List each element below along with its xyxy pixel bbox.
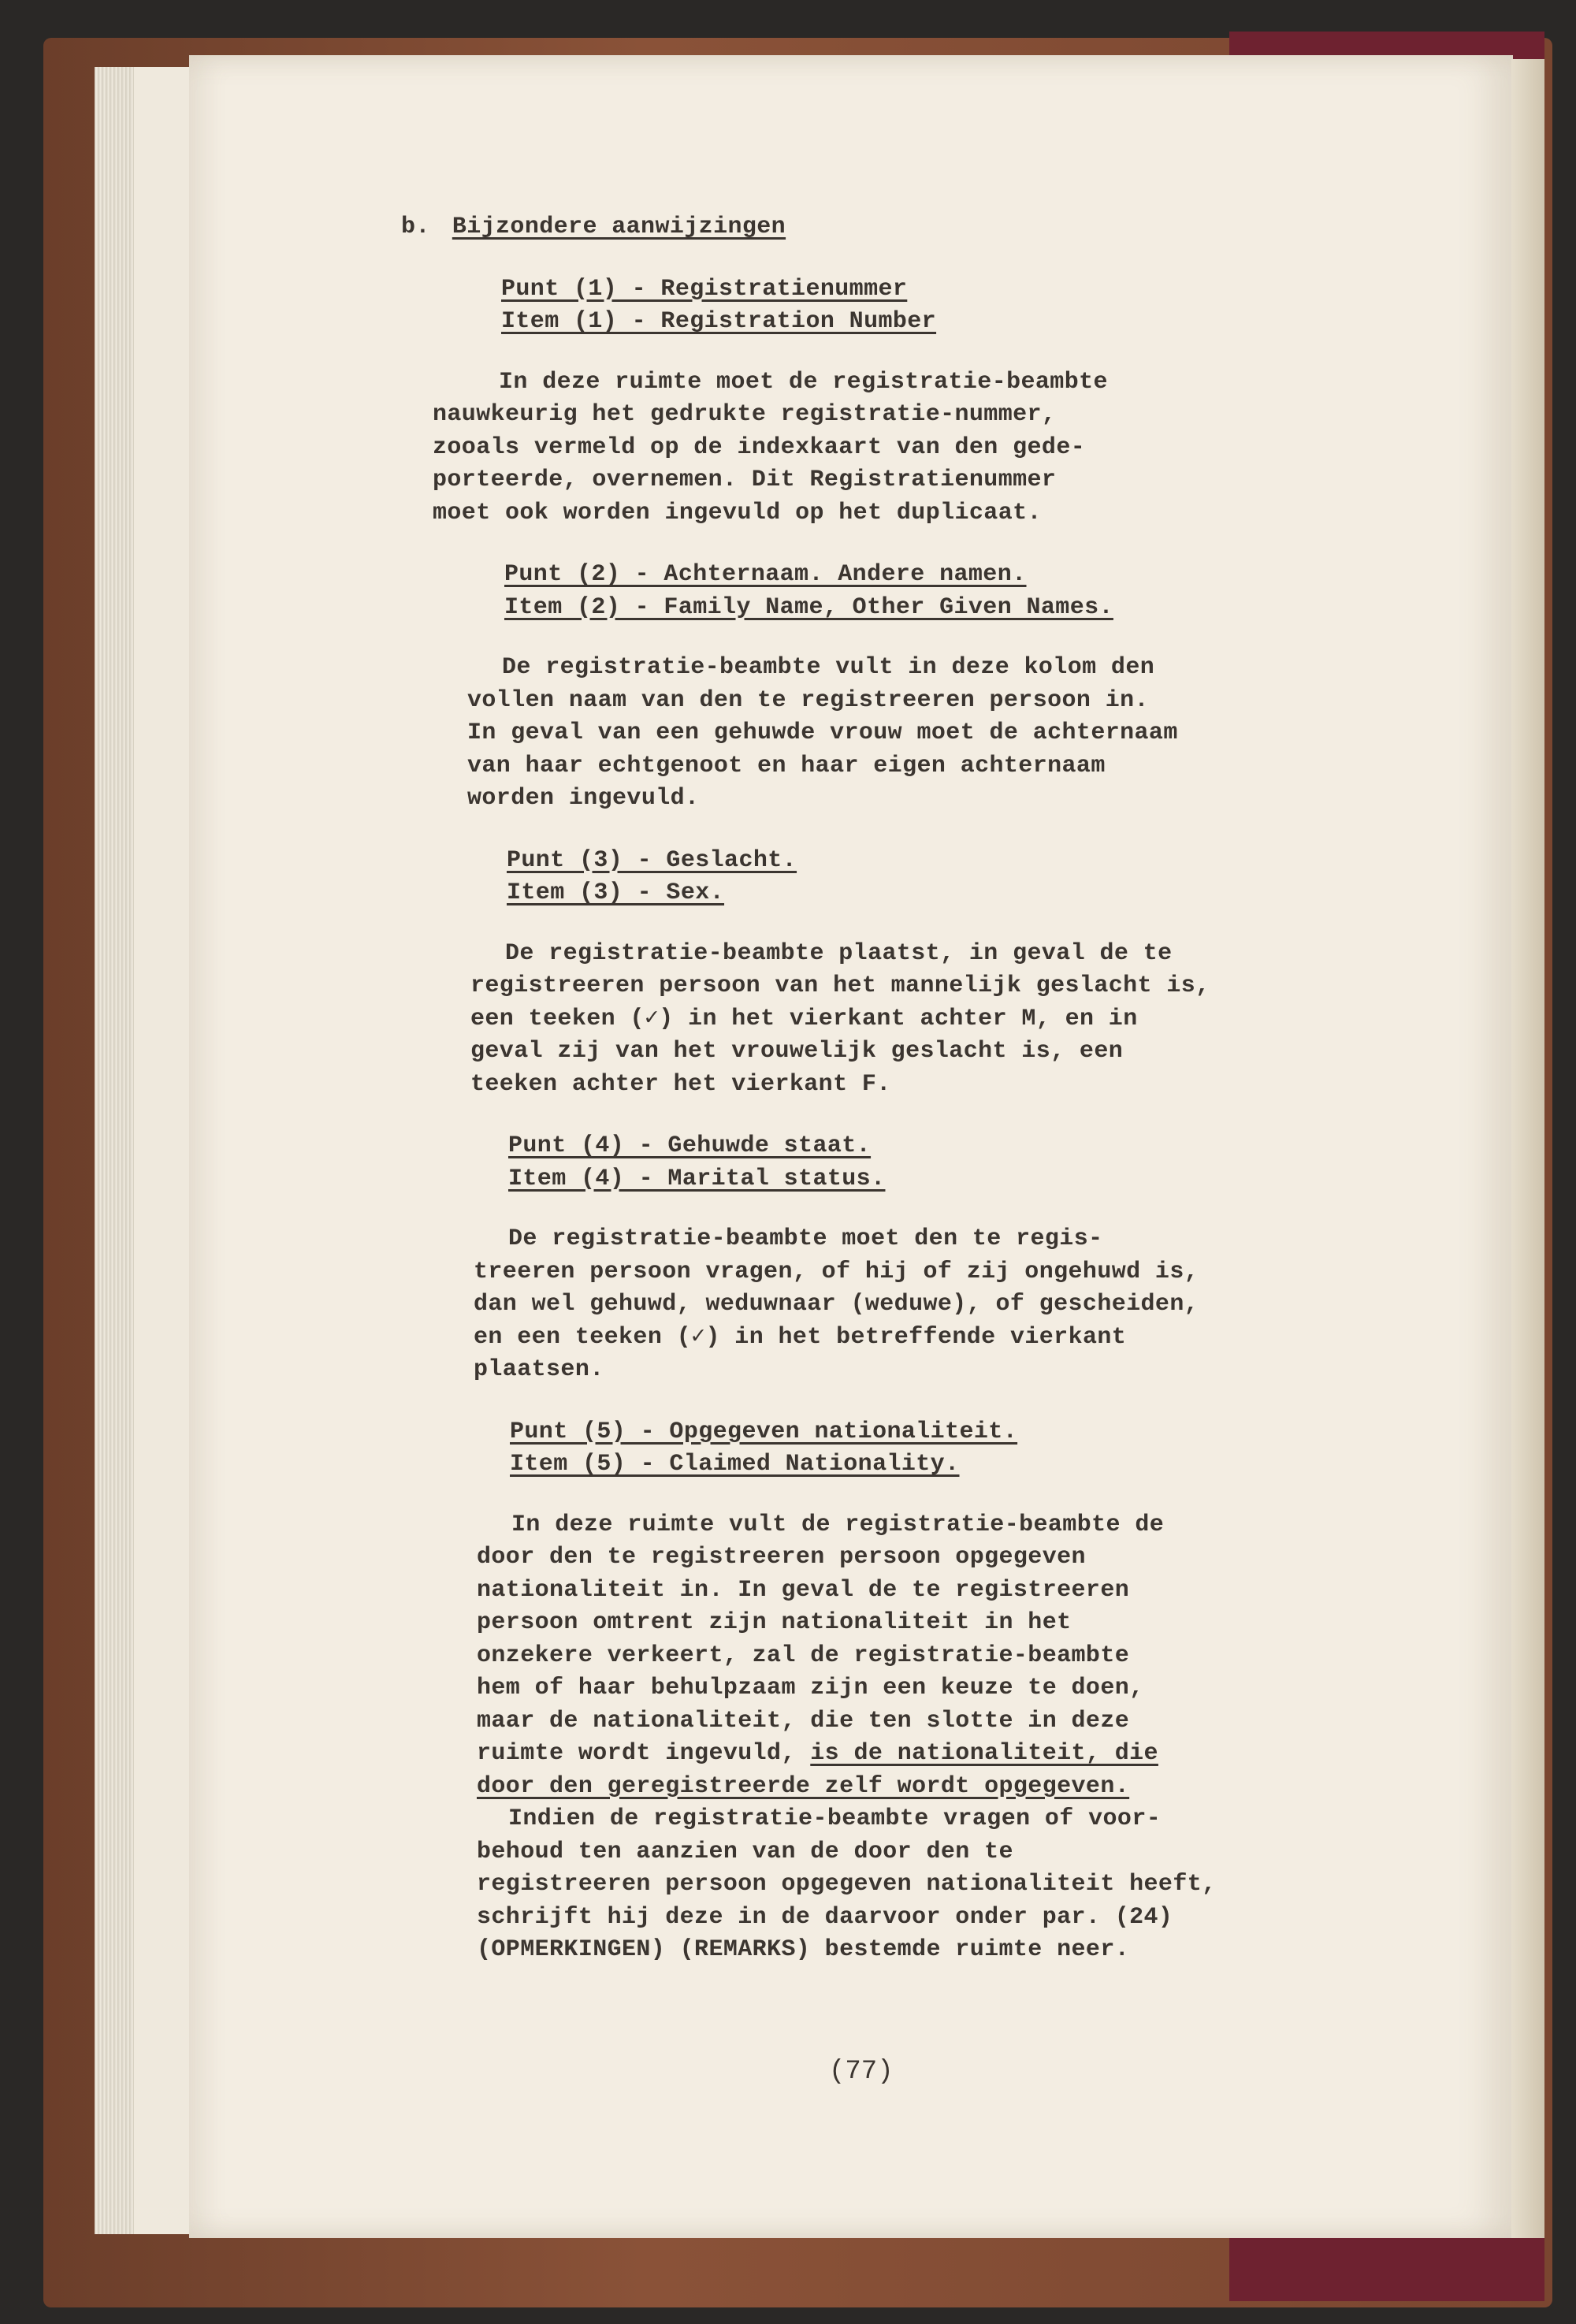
section-heading	[401, 211, 1331, 244]
page-number: (77)	[829, 2057, 894, 2087]
paragraph-line	[477, 1738, 1331, 1771]
item-5-heading-en: Item (5) - Claimed Nationality.	[510, 1451, 960, 1478]
paragraph-line: porteerde, overnemen. Dit Registratienummer	[433, 467, 1057, 493]
paragraph-line: geval zij van het vrouwelijk geslacht is, een	[470, 1038, 1124, 1065]
paragraph-line: een teeken (✓) in het vierkant achter M, en in	[470, 1005, 1138, 1032]
paragraph-line: schrijft hij deze in de daarvoor onder par. (24)	[477, 1903, 1173, 1931]
paragraph-line: In deze ruimte moet de registratie-beambte	[499, 368, 1108, 396]
paragraph-line: In geval van een gehuwde vrouw moet de achternaam	[467, 720, 1178, 746]
plain-text: ruimte wordt ingevuld,	[477, 1740, 811, 1767]
item-2-heading-nl: Punt (2) - Achternaam. Andere namen.	[504, 561, 1027, 588]
paragraph-line: moet ook worden ingevuld op het duplicaat.	[433, 499, 1042, 526]
item-4	[401, 1130, 1331, 1387]
item-2-paragraph	[467, 652, 1331, 816]
paragraph-line: vollen naam van den te registreeren persoon in.	[467, 686, 1149, 714]
item-5-paragraph	[477, 1509, 1331, 1967]
underlined-line: door den geregistreerde zelf wordt opgegeven.	[477, 1772, 1130, 1800]
item-3	[401, 845, 1331, 1102]
paragraph-line: registreeren persoon opgegeven nationaliteit heeft,	[477, 1871, 1217, 1898]
paragraph-line: Indien de registratie-beambte vragen of voor-	[508, 1805, 1162, 1832]
paragraph-line: en een teeken (✓) in het betreffende vierkant	[474, 1323, 1127, 1351]
item-1-heading-en: Item (1) - Registration Number	[501, 308, 937, 335]
item-3-heading-en: Item (3) - Sex.	[507, 879, 725, 906]
item-3-paragraph	[470, 938, 1331, 1102]
item-2-heading-en: Item (2) - Family Name, Other Given Names.	[504, 593, 1113, 621]
paragraph-line: van haar echtgenoot en haar eigen achternaam	[467, 752, 1106, 779]
paragraph-line: teeken achter het vierkant F.	[470, 1070, 891, 1098]
item-5-heading-nl: Punt (5) - Opgegeven nationaliteit.	[510, 1418, 1018, 1445]
paragraph-line: De registratie-beambte plaatst, in geval de te	[505, 939, 1173, 967]
paragraph-line: onzekere verkeert, zal de registratie-beambte	[477, 1642, 1130, 1669]
item-1-paragraph	[433, 366, 1331, 530]
underlined-text: is de nationaliteit, die	[810, 1740, 1158, 1767]
item-4-heading-en: Item (4) - Marital status.	[508, 1165, 886, 1192]
paragraph-line: In deze ruimte vult de registratie-beambte de	[511, 1511, 1165, 1538]
paragraph-line: hem of haar behulpzaam zijn een keuze te doen,	[477, 1675, 1144, 1701]
paragraph-line: behoud ten aanzien van de door den te	[477, 1838, 1013, 1865]
paragraph-line: nationaliteit in. In geval de te registreeren	[477, 1576, 1130, 1604]
item-3-heading-nl: Punt (3) - Geslacht.	[507, 846, 797, 874]
item-2	[401, 559, 1331, 816]
paragraph-line: treeren persoon vragen, of hij of zij ongehuwd is,	[474, 1258, 1199, 1285]
paragraph-line: registreeren persoon van het mannelijk geslacht is,	[470, 972, 1210, 999]
item-1	[401, 273, 1331, 530]
paragraph-line: nauwkeurig het gedrukte registratie-nummer,	[433, 401, 1057, 428]
paragraph-line: De registratie-beambte vult in deze kolom den	[502, 654, 1155, 681]
paragraph-line: worden ingevuld.	[467, 785, 700, 812]
page-text	[401, 211, 1331, 1967]
paragraph-line: plaatsen.	[474, 1356, 604, 1383]
item-4-heading-nl: Punt (4) - Gehuwde staat.	[508, 1132, 872, 1159]
paragraph-line: maar de nationaliteit, die ten slotte in deze	[477, 1707, 1130, 1735]
paragraph-line: door den te registreeren persoon opgegeven	[477, 1544, 1086, 1571]
paragraph-line: zooals vermeld op de indexkaart van den gede-	[433, 433, 1086, 461]
section-letter: b.	[401, 214, 430, 240]
paragraph-line: De registratie-beambte moet den te regis-	[508, 1225, 1103, 1252]
paragraph-line: dan wel gehuwd, weduwnaar (weduwe), of gescheiden,	[474, 1291, 1199, 1318]
item-1-heading-nl: Punt (1) - Registratienummer	[501, 275, 908, 303]
paragraph-line: persoon omtrent zijn nationaliteit in het	[477, 1609, 1072, 1636]
paragraph-line: (OPMERKINGEN) (REMARKS) bestemde ruimte neer.	[477, 1936, 1130, 1963]
item-5	[401, 1416, 1331, 1967]
section-title: Bijzondere aanwijzingen	[452, 214, 786, 240]
facing-page-edge	[1511, 59, 1544, 2238]
item-4-paragraph	[474, 1223, 1331, 1387]
